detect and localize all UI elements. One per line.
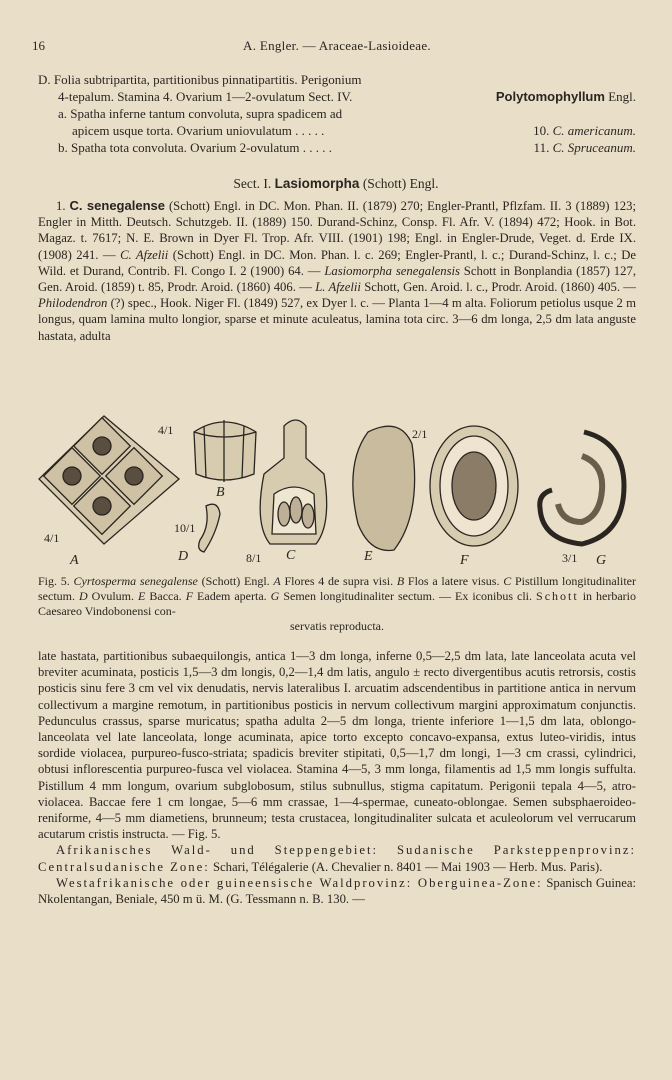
- distribution-region: Afrikanisches Wald- und Steppengebiet: Sudanische Parksteppenprovinz: Centralsudanische Zone:: [38, 843, 636, 874]
- key-dots: . . . . .: [295, 123, 325, 138]
- species-name: C. Spruceanum.: [552, 140, 636, 155]
- scale-label: 10/1: [174, 521, 196, 535]
- pistil-section: [260, 420, 327, 544]
- scale-label: 8/1: [246, 551, 262, 565]
- caption-last-line: servatis reproducta.: [290, 619, 384, 633]
- caption-letter: B: [396, 574, 405, 588]
- caption-text: Ovulum.: [87, 589, 139, 603]
- figure-number: Fig. 5.: [38, 574, 70, 588]
- caption-author: Schott: [536, 589, 579, 603]
- figure-label-g: G: [596, 553, 607, 568]
- key-line: [38, 88, 636, 105]
- synonym: C. Afzelii: [120, 247, 169, 262]
- key-text: Engl.: [608, 89, 636, 104]
- running-header: [32, 38, 642, 56]
- key-number: 10.: [533, 123, 550, 138]
- identification-key: [38, 71, 636, 156]
- key-text: a. Spatha inferne tantum convoluta, supra spadicem ad: [58, 106, 343, 121]
- synonym: Philodendron: [38, 296, 108, 311]
- figure-label-c: C: [286, 548, 296, 563]
- figure-caption: [38, 574, 636, 634]
- berry-opened: [430, 426, 518, 546]
- caption-text: Eadem aperta.: [193, 589, 271, 603]
- section-authority: (Schott) Engl.: [362, 176, 439, 191]
- key-text: b. Spatha tota convoluta. Ovarium 2-ovulatum: [58, 140, 300, 155]
- species-name: C. americanum.: [552, 123, 636, 138]
- figure-5: [34, 404, 634, 574]
- figure-label-a: A: [70, 553, 79, 568]
- figure-label-f: F: [460, 553, 469, 568]
- figure-label-e: E: [364, 549, 373, 564]
- description-text: late hastata, partitionibus subaequilongis, antica 1—3 dm longa, inferne 0,5—2,5 dm lata, late lanceolata acuta vel breviter acuminata, posticis 1,5—3 dm longis, 0,2—1,4 dm latis, angulo ± recto divergentibus acutis retrorsis, costis posticis sinu fere 3 cm vel vix denudatis, nervis lateralibus I. arcuatim adscendentibus in partitione antica in nervum collectivum a margine remotum, in partitionibus posticis in nervum collectivum margini approximatum conjunctis. Pedunculus crassus, sparse muricatus; spatha adulta 2—5 dm longa, triente inferiore 1—1,5 dm lata, oblongo-lanceolata vel late lanceolata, longe acuminata, apice torto excepto concavo-expansa, extus luteo-viridis, intus sordide violacea, purpureo-fusco-striata; spadicis breviter stipitati, 0,5—1,7 dm longi, 1—3 cm crassi, cylindrici, obtusi inflorescentia purpureo-fusca vel violacea. Stamina 4—5, 3 mm longa, filamentis ad 1,5 mm longis suffulta. Pistillum 4 mm longum, ovarium subglobosum, stilus subnullus, stigma capitatum. Perigonii tepala 4—5, atro-violacea. Baccae fere 1 cm longae, 5—6 mm crassae, 1—4-spermae, cuneato-oblongae. Semen subsphaeroideo-reniforme, 4—5 mm diametiens, brunneum; testa crustacea, longitudinaliter sulcata et aculeolorum vel verrucarum acutarum cristis instructa. — Fig. 5.: [38, 649, 636, 842]
- key-text: D. Folia subtripartita, partitionibus pinnatipartitis. Perigonium: [38, 72, 362, 87]
- section-name: Polytomophyllum: [495, 89, 605, 104]
- synonym: Lasiomorpha senegalensis: [324, 263, 460, 278]
- species-name: C. senegalense: [69, 198, 165, 213]
- caption-text: (Schott) Engl.: [197, 574, 274, 588]
- key-text: 4-tepalum. Stamina 4. Ovarium 1—2-ovulatum Sect. IV.: [58, 89, 353, 104]
- section-heading: [0, 176, 672, 192]
- botanical-illustration: [34, 404, 634, 574]
- key-number: 11.: [533, 140, 550, 155]
- figure-label-b: B: [216, 485, 225, 500]
- caption-letter: D: [79, 589, 88, 603]
- description-continued: [38, 648, 636, 907]
- berry-drawing: [353, 426, 415, 550]
- scale-label: 4/1: [158, 423, 174, 437]
- distribution-text: Schari, Télégalerie (A. Chevalier n. 8401 — Mai 1903 — Herb. Mus. Paris).: [209, 859, 603, 874]
- caption-text: Flores 4 de supra visi.: [280, 574, 397, 588]
- page-number: 16: [32, 38, 45, 53]
- section-name: Lasiomorpha: [274, 176, 360, 191]
- citation-text: (Schott) Engl. in DC. Mon. Phan. II. (1879) 270; Engler-Prantl, Pflzfam. II. 3 (1889) 123; Engler in Mitth. Deutsch. Schutzgeb. II. (1889) 150. Durand-Schinz, Consp. Fl. Afr. V. (1894) 472; Hook. in Bot. Magaz. t. 7617; N. E. Brown in Dyer Fl. Trop. Afr. VIII. (1901) 198; Engl. in Engler-Drude, Veget. d. Erde IX. (1908) 241. —: [38, 199, 636, 262]
- scale-label: 4/1: [44, 531, 60, 545]
- caption-letter: C: [503, 574, 512, 588]
- key-line: [38, 122, 636, 139]
- section-prefix: Sect. I.: [233, 176, 272, 191]
- seed-section: [540, 432, 624, 544]
- description-text: (?) spec., Hook. Niger Fl. (1849) 527, ex Dyer l. c. — Planta 1—4 m alta. Foliorum petiolus usque 2 m longus, quam lamina multo longior, sparse et minute aculeatus, lamina tota circ. 3—6 dm longa, 2,5 dm lata anguste hastata, adulta: [38, 296, 636, 343]
- species-entry: [38, 198, 636, 344]
- figure-label-d: D: [178, 549, 189, 564]
- distribution-region: Westafrikanische oder guineensische Waldprovinz: Oberguinea-Zone:: [56, 875, 543, 890]
- key-line: [38, 139, 636, 156]
- synonym: L. Afzelii: [315, 280, 361, 295]
- caption-letter: A: [273, 574, 281, 588]
- distribution-text: Spanisch Guinea: Nkolentangan, Beniale, 450 m ü. M. (G. Tessmann n. B. 130. —: [38, 875, 636, 907]
- caption-letter: F: [185, 589, 194, 603]
- scale-label: 3/1: [562, 551, 578, 565]
- key-line: [38, 105, 636, 122]
- key-line: [38, 71, 636, 88]
- citation-text: Schott, Gen. Aroid. l. c., Prodr. Aroid. (1860) 405. —: [360, 280, 636, 295]
- key-text: apicem usque torta. Ovarium uniovulatum: [72, 123, 292, 138]
- caption-text: Flos a latere visus.: [404, 574, 504, 588]
- citation-text: Schott in Bonplandia (1857) 127, Gen. Aroid. (1859) t. 85, Prodr. Aroid. (1860) 406. —: [38, 263, 636, 295]
- distribution-1: [38, 842, 636, 874]
- caption-text: Bacca.: [145, 589, 186, 603]
- flower-side-view: [194, 420, 256, 482]
- caption-text: in herbario Caesareo Vindobonensi con-: [38, 589, 637, 618]
- distribution-2: [38, 875, 636, 907]
- caption-text: Semen longitudinaliter sectum. — Ex iconibus cli.: [279, 589, 537, 603]
- running-title: A. Engler. — Araceae-Lasioideae.: [243, 38, 431, 53]
- species-number: 1.: [56, 199, 66, 213]
- citation-text: (Schott) Engl. in DC. Mon. Phan. l. c. 269; Engler-Prantl, l. c.; Durand-Schinz, l. c.; De Wild. et Durand, Contrib. Fl. Congo I. 2 (1900) 64. —: [38, 247, 637, 278]
- ovule-drawing: [199, 504, 220, 552]
- caption-text: Pistillum longitudinaliter sectum.: [38, 574, 637, 603]
- caption-letter: E: [138, 589, 146, 603]
- scale-label: 2/1: [412, 427, 428, 441]
- caption-species: Cyrtosperma senegalense: [73, 574, 198, 588]
- caption-letter: G: [270, 589, 280, 603]
- key-dots: . . . . .: [302, 140, 333, 155]
